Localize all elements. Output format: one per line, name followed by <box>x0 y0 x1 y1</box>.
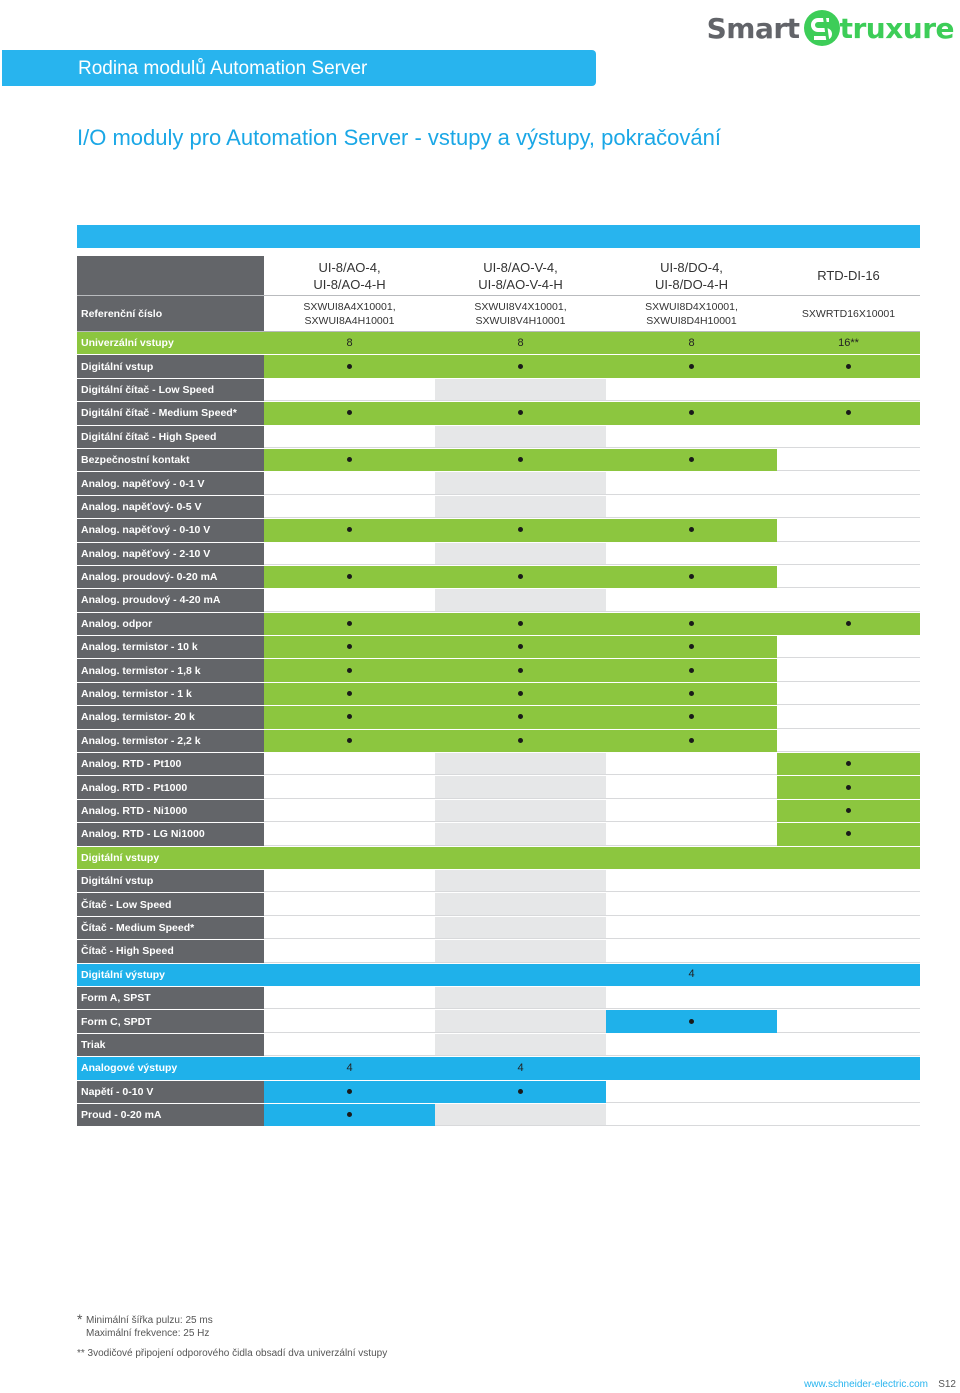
bullet-dot <box>347 457 352 462</box>
reference-rtd <box>777 296 920 331</box>
bullet-dot <box>347 527 352 532</box>
bullet-dot <box>689 668 694 673</box>
row-label: Digitální čítač - Medium Speed* <box>77 402 264 424</box>
bullet-dot <box>518 410 523 415</box>
table-cell <box>606 1057 777 1079</box>
table-cell <box>264 730 435 752</box>
table-cell <box>264 566 435 588</box>
row-label: Form A, SPST <box>77 987 264 1009</box>
table-cell <box>606 355 777 377</box>
reference-line1: SXWUI8A4X10001, <box>303 300 396 313</box>
bullet-dot <box>518 668 523 673</box>
table-cell <box>435 566 606 588</box>
table-cell <box>606 893 777 915</box>
logo-truxure-text: truxure <box>839 11 954 45</box>
bullet-dot <box>689 527 694 532</box>
table-cell <box>606 776 777 798</box>
table-row <box>77 379 920 402</box>
table-cell <box>435 496 606 518</box>
table-cell <box>777 800 920 822</box>
bullet-dot <box>347 621 352 626</box>
table-cell <box>264 355 435 377</box>
column-name-line1: UI-8/AO-4, <box>318 259 381 275</box>
bullet-dot <box>689 410 694 415</box>
table-cell <box>777 1081 920 1103</box>
table-row <box>77 1057 920 1080</box>
bullet-dot <box>518 457 523 462</box>
table-cell <box>606 1104 777 1126</box>
table-cell <box>606 613 777 635</box>
table-cell <box>435 730 606 752</box>
row-label: Analog. termistor - 2,2 k <box>77 730 264 752</box>
table-cell <box>777 543 920 565</box>
column-header-aov4 <box>435 256 606 295</box>
table-cell <box>606 449 777 471</box>
bullet-dot <box>347 364 352 369</box>
table-cell <box>264 1034 435 1056</box>
table-cell <box>606 426 777 448</box>
table-cell <box>435 613 606 635</box>
table-row <box>77 753 920 776</box>
table-cell <box>777 1104 920 1126</box>
table-row <box>77 706 920 729</box>
column-name-line1: RTD-DI-16 <box>817 268 880 283</box>
table-cell <box>264 426 435 448</box>
row-label: Analog. napěťový - 0-1 V <box>77 472 264 494</box>
table-row <box>77 543 920 566</box>
row-label: Univerzální vstupy <box>77 332 264 354</box>
table-cell <box>435 589 606 611</box>
table-cell <box>606 1034 777 1056</box>
table-row <box>77 917 920 940</box>
bullet-dot <box>518 644 523 649</box>
table-cell <box>435 940 606 962</box>
row-label: Analog. RTD - Pt100 <box>77 753 264 775</box>
table-row <box>77 683 920 706</box>
reference-line1: SXWUI8D4X10001, <box>645 300 738 313</box>
row-label: Digitální vstupy <box>77 847 264 869</box>
table-cell <box>264 917 435 939</box>
table-cell <box>264 870 435 892</box>
reference-aov4 <box>435 296 606 331</box>
table-row <box>77 636 920 659</box>
table-cell <box>777 519 920 541</box>
column-name-line2: UI-8/AO-4-H <box>313 276 386 292</box>
table-cell <box>435 964 606 986</box>
table-cell: 4 <box>435 1057 606 1079</box>
table-row <box>77 823 920 846</box>
table-cell <box>435 847 606 869</box>
table-cell <box>264 659 435 681</box>
row-label: Analog. odpor <box>77 613 264 635</box>
table-cell <box>777 613 920 635</box>
reference-do4 <box>606 296 777 331</box>
table-cell <box>264 940 435 962</box>
row-label: Analog. RTD - Ni1000 <box>77 800 264 822</box>
column-header-rtd <box>777 256 920 295</box>
table-cell <box>435 870 606 892</box>
table-cell <box>777 355 920 377</box>
page-number: S12 <box>938 1379 956 1390</box>
row-label: Form C, SPDT <box>77 1010 264 1032</box>
table-cell <box>264 543 435 565</box>
table-cell <box>777 1057 920 1079</box>
row-label: Čítač - Low Speed <box>77 893 264 915</box>
table-row <box>77 589 920 612</box>
table-cell <box>606 987 777 1009</box>
reference-line2: SXWUI8A4H10001 <box>304 314 395 327</box>
table-cell <box>435 706 606 728</box>
table-cell <box>777 776 920 798</box>
bullet-dot <box>689 574 694 579</box>
table-row <box>77 893 920 916</box>
table-cell <box>777 379 920 401</box>
table-cell <box>264 379 435 401</box>
bullet-dot <box>347 691 352 696</box>
table-cell <box>606 917 777 939</box>
bullet-dot <box>846 410 851 415</box>
table-cell <box>264 1010 435 1032</box>
table-cell <box>435 402 606 424</box>
bullet-dot <box>846 621 851 626</box>
table-cell: 8 <box>264 332 435 354</box>
table-cell <box>264 496 435 518</box>
bullet-dot <box>518 1089 523 1094</box>
table-cell <box>777 940 920 962</box>
io-modules-table <box>77 256 920 1127</box>
logo-s-icon <box>802 8 842 48</box>
table-cell <box>264 589 435 611</box>
table-cell <box>777 870 920 892</box>
row-label: Analog. proudový- 0-20 mA <box>77 566 264 588</box>
table-row <box>77 730 920 753</box>
table-row <box>77 426 920 449</box>
reference-line2: SXWUI8V4H10001 <box>475 314 566 327</box>
table-cell: 16** <box>777 332 920 354</box>
table-cell <box>606 730 777 752</box>
table-row <box>77 847 920 870</box>
table-body <box>77 332 920 1127</box>
table-row <box>77 1034 920 1057</box>
table-row <box>77 472 920 495</box>
table-row <box>77 566 920 589</box>
table-row <box>77 800 920 823</box>
row-label: Analog. napěťový - 0-10 V <box>77 519 264 541</box>
table-cell <box>606 543 777 565</box>
table-cell <box>777 964 920 986</box>
table-cell <box>264 683 435 705</box>
bullet-dot <box>347 410 352 415</box>
table-row <box>77 776 920 799</box>
bullet-dot <box>347 1089 352 1094</box>
bullet-dot <box>689 738 694 743</box>
table-cell <box>264 706 435 728</box>
table-row <box>77 1010 920 1033</box>
table-header-row <box>77 256 920 296</box>
table-cell <box>264 1104 435 1126</box>
row-label: Digitální čítač - Low Speed <box>77 379 264 401</box>
table-cell <box>777 636 920 658</box>
table-cell <box>606 823 777 845</box>
row-label: Analog. termistor - 1 k <box>77 683 264 705</box>
table-cell <box>435 659 606 681</box>
row-label: Analog. RTD - LG Ni1000 <box>77 823 264 845</box>
row-label: Analogové výstupy <box>77 1057 264 1079</box>
bullet-dot <box>347 714 352 719</box>
reference-label: Referenční číslo <box>77 296 264 331</box>
table-cell <box>435 355 606 377</box>
row-label: Čítač - High Speed <box>77 940 264 962</box>
bullet-dot <box>518 574 523 579</box>
website-link[interactable]: www.schneider-electric.com <box>804 1379 928 1390</box>
column-name-line2: UI-8/AO-V-4-H <box>478 276 563 292</box>
table-cell <box>777 706 920 728</box>
table-cell <box>264 402 435 424</box>
table-row <box>77 1081 920 1104</box>
table-cell <box>264 823 435 845</box>
table-cell <box>777 917 920 939</box>
table-cell <box>435 519 606 541</box>
family-title: Rodina modulů Automation Server <box>78 58 368 79</box>
footnote-pulse-width: Minimální šířka pulzu: 25 ms <box>86 1315 213 1326</box>
table-cell: 8 <box>435 332 606 354</box>
footnote-rtd-wiring: ** 3vodičové připojení odporového čidla obsadí dva univerzální vstupy <box>77 1348 388 1359</box>
table-cell <box>777 987 920 1009</box>
reference-line1: SXWUI8V4X10001, <box>474 300 567 313</box>
table-cell <box>435 1081 606 1103</box>
row-label: Napětí - 0-10 V <box>77 1081 264 1103</box>
table-cell <box>606 800 777 822</box>
table-cell <box>606 472 777 494</box>
column-name-line2: UI-8/DO-4-H <box>655 276 728 292</box>
bullet-dot <box>846 831 851 836</box>
table-cell: 4 <box>264 1057 435 1079</box>
table-cell <box>777 847 920 869</box>
table-cell <box>777 1034 920 1056</box>
table-row <box>77 870 920 893</box>
column-header-ao4 <box>264 256 435 295</box>
table-row <box>77 449 920 472</box>
bullet-dot <box>347 668 352 673</box>
table-cell <box>606 636 777 658</box>
reference-line1: SXWRTD16X10001 <box>801 307 896 320</box>
table-cell <box>435 823 606 845</box>
bullet-dot <box>518 621 523 626</box>
table-row <box>77 987 920 1010</box>
table-cell <box>777 449 920 471</box>
table-cell <box>264 800 435 822</box>
table-cell <box>777 426 920 448</box>
table-cell <box>777 893 920 915</box>
table-cell <box>264 613 435 635</box>
bullet-dot <box>689 621 694 626</box>
logo-smart-text: Smart <box>706 11 800 45</box>
table-row <box>77 519 920 542</box>
table-cell <box>777 402 920 424</box>
table-cell <box>435 636 606 658</box>
table-cell: 8 <box>606 332 777 354</box>
row-label: Analog. termistor - 1,8 k <box>77 659 264 681</box>
table-cell <box>777 566 920 588</box>
table-cell <box>435 1010 606 1032</box>
bullet-dot <box>689 1019 694 1024</box>
table-cell <box>606 1010 777 1032</box>
table-cell <box>264 449 435 471</box>
table-row <box>77 402 920 425</box>
table-row <box>77 355 920 378</box>
table-row <box>77 964 920 987</box>
table-cell <box>435 543 606 565</box>
bullet-dot <box>518 691 523 696</box>
bullet-dot <box>347 738 352 743</box>
table-cell <box>777 496 920 518</box>
table-row <box>77 940 920 963</box>
table-cell <box>606 379 777 401</box>
bullet-dot <box>347 644 352 649</box>
bullet-dot <box>689 691 694 696</box>
table-cell <box>435 1034 606 1056</box>
table-cell <box>264 753 435 775</box>
table-cell <box>264 847 435 869</box>
table-row <box>77 613 920 636</box>
footnote-star: * <box>77 1311 83 1327</box>
bullet-dot <box>689 644 694 649</box>
table-cell <box>777 683 920 705</box>
table-cell <box>606 1081 777 1103</box>
table-cell <box>606 683 777 705</box>
bullet-dot <box>689 714 694 719</box>
table-cell <box>264 776 435 798</box>
table-row <box>77 332 920 355</box>
table-cell <box>606 402 777 424</box>
row-label: Digitální vstup <box>77 355 264 377</box>
column-name-line1: UI-8/DO-4, <box>660 259 723 275</box>
table-cell <box>264 519 435 541</box>
table-cell <box>606 870 777 892</box>
row-label: Analog. RTD - Pt1000 <box>77 776 264 798</box>
table-cell <box>777 589 920 611</box>
table-cell <box>606 659 777 681</box>
table-cell: 4 <box>606 964 777 986</box>
footnote-frequency: Maximální frekvence: 25 Hz <box>86 1328 210 1339</box>
reference-number-row <box>77 296 920 332</box>
page-title: I/O moduly pro Automation Server - vstupy a výstupy, pokračování <box>77 125 721 150</box>
family-banner <box>2 50 596 86</box>
table-row <box>77 496 920 519</box>
table-cell <box>777 730 920 752</box>
row-label: Digitální čítač - High Speed <box>77 426 264 448</box>
table-cell <box>435 917 606 939</box>
table-cell <box>264 1081 435 1103</box>
table-cell <box>264 636 435 658</box>
column-header-do4 <box>606 256 777 295</box>
table-cell <box>777 659 920 681</box>
table-cell <box>264 472 435 494</box>
table-cell <box>435 753 606 775</box>
reference-ao4 <box>264 296 435 331</box>
row-label: Analog. termistor- 20 k <box>77 706 264 728</box>
table-cell <box>435 776 606 798</box>
table-cell <box>606 847 777 869</box>
table-cell <box>777 1010 920 1032</box>
table-row <box>77 659 920 682</box>
reference-line2: SXWUI8D4H10001 <box>646 314 737 327</box>
bullet-dot <box>846 808 851 813</box>
bullet-dot <box>846 364 851 369</box>
table-cell <box>777 823 920 845</box>
row-label: Digitální výstupy <box>77 964 264 986</box>
table-cell <box>435 800 606 822</box>
header-corner <box>77 256 264 295</box>
table-cell <box>606 519 777 541</box>
row-label: Analog. termistor - 10 k <box>77 636 264 658</box>
row-label: Proud - 0-20 mA <box>77 1104 264 1126</box>
table-cell <box>435 472 606 494</box>
table-cell <box>777 753 920 775</box>
table-cell <box>606 706 777 728</box>
table-cell <box>264 987 435 1009</box>
table-cell <box>606 566 777 588</box>
table-cell <box>435 379 606 401</box>
table-cell <box>606 940 777 962</box>
bullet-dot <box>689 457 694 462</box>
row-label: Analog. napěťový - 2-10 V <box>77 543 264 565</box>
bullet-dot <box>689 364 694 369</box>
row-label: Čítač - Medium Speed* <box>77 917 264 939</box>
table-cell <box>435 449 606 471</box>
table-cell <box>435 683 606 705</box>
table-cell <box>264 893 435 915</box>
row-label: Triak <box>77 1034 264 1056</box>
bullet-dot <box>347 574 352 579</box>
table-cell <box>606 589 777 611</box>
table-cell <box>777 472 920 494</box>
table-row <box>77 1104 920 1127</box>
table-cell <box>606 753 777 775</box>
bullet-dot <box>518 738 523 743</box>
row-label: Bezpečnostní kontakt <box>77 449 264 471</box>
bullet-dot <box>846 785 851 790</box>
row-label: Analog. napěťový- 0-5 V <box>77 496 264 518</box>
table-cell <box>435 893 606 915</box>
column-name-line1: UI-8/AO-V-4, <box>483 259 558 275</box>
bullet-dot <box>846 761 851 766</box>
bullet-dot <box>518 364 523 369</box>
table-cell <box>435 1104 606 1126</box>
row-label: Analog. proudový - 4-20 mA <box>77 589 264 611</box>
bullet-dot <box>518 527 523 532</box>
table-cell <box>435 426 606 448</box>
table-cell <box>435 987 606 1009</box>
smartstruxure-logo <box>707 8 954 48</box>
table-cell <box>264 964 435 986</box>
bullet-dot <box>347 1112 352 1117</box>
bullet-dot <box>518 714 523 719</box>
table-cell <box>606 496 777 518</box>
table-top-band <box>77 225 920 248</box>
row-label: Digitální vstup <box>77 870 264 892</box>
